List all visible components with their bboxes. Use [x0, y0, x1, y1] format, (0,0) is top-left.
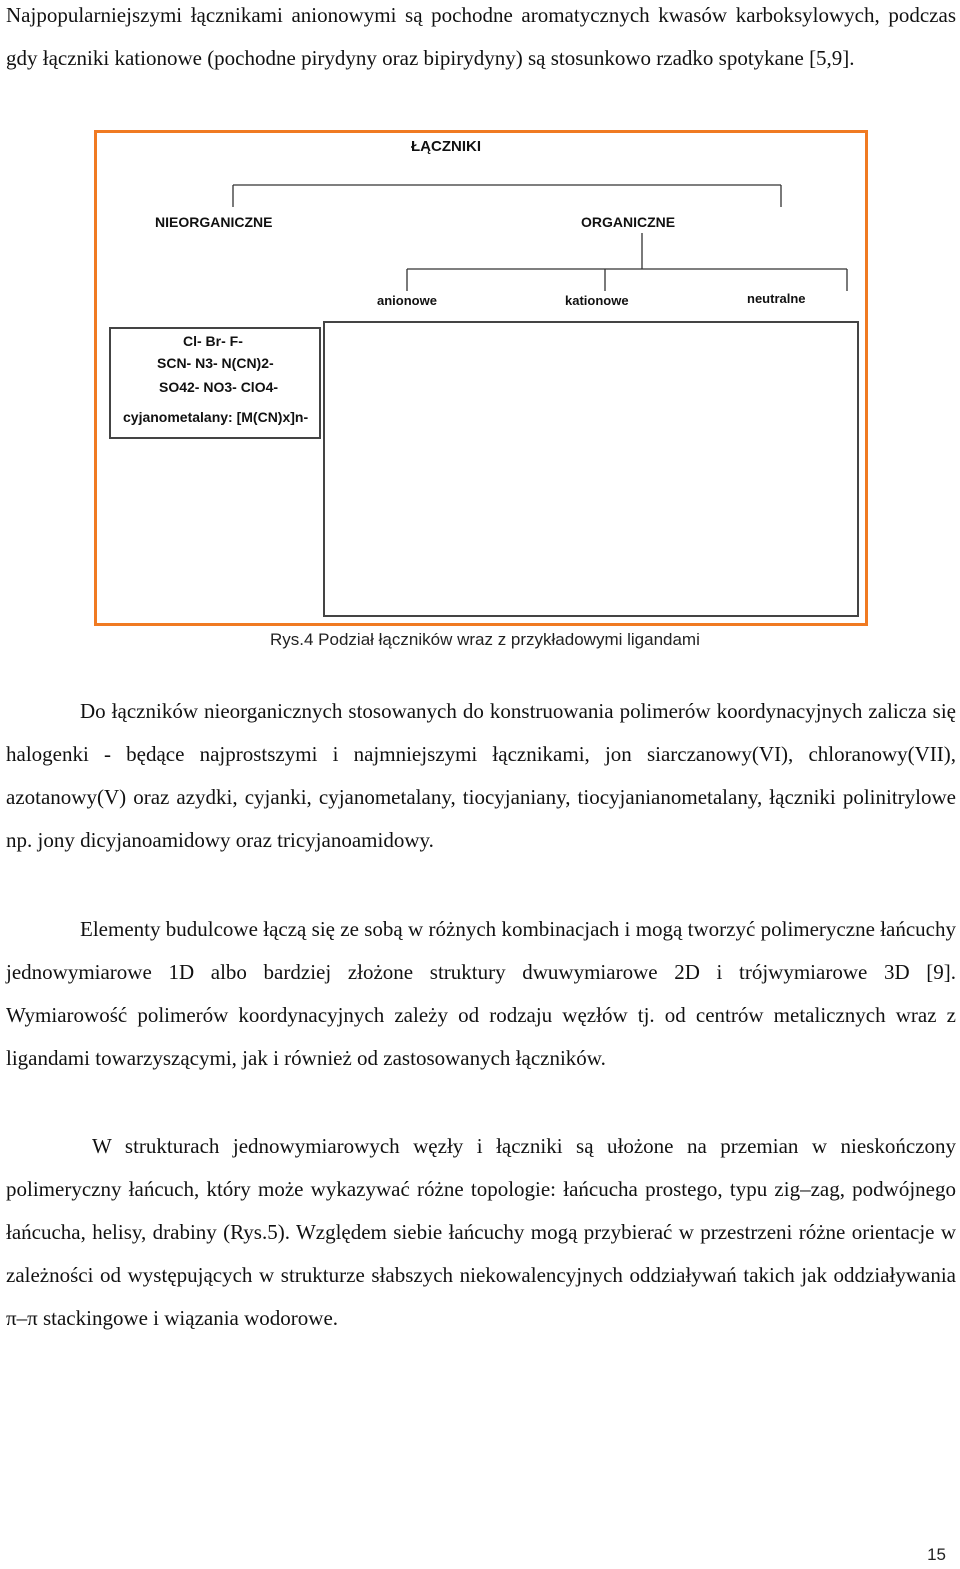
intro-paragraph: Najpopularniejszymi łącznikami anionowymi są pochodne aromatycznych kwasów karboksylowych, podczas gdy łączniki kationowe (pochodne pirydyny oraz bipirydyny) są stosunkowo rzadko spotykane [5,9].	[6, 3, 956, 70]
organic-type-neutral: neutralne	[747, 291, 806, 306]
organic-examples-box	[323, 321, 859, 617]
figure-linkers-classification	[94, 130, 868, 626]
tree-connectors	[233, 185, 847, 291]
page-number: 15	[927, 1545, 946, 1564]
branch-organic-label: ORGANICZNE	[581, 214, 676, 230]
figure-caption: Rys.4 Podział łączników wraz z przykładowymi ligandami	[270, 630, 700, 649]
inorganic-example-pseudohalides: SCN- N3- N(CN)2-	[157, 355, 274, 371]
root-label: ŁĄCZNIKI	[411, 138, 481, 155]
organic-type-anionic: anionowe	[377, 293, 437, 308]
inorganic-example-oxoanions: SO42- NO3- ClO4-	[159, 379, 279, 395]
inorganic-examples-box	[109, 327, 321, 439]
inorganic-example-cyanometallates: cyjanometalany: [M(CN)x]n-	[123, 409, 309, 425]
paragraph-inorganic-linkers: Do łączników nieorganicznych stosowanych do konstruowania polimerów koordynacyjnych zalicza się halogenki - będące najprostszymi i najmniejszymi łącznikami, jon siarczanowy(VI), chloranowy(VII), azotanowy(V) oraz azydki, cyjanki, cyjanometalany, tiocyjaniany, tiocyjanianometalany, łączniki polinitrylowe np. jony dicyjanoamidowy oraz tricyjanoamidowy.	[6, 699, 956, 852]
paragraph-building-blocks: Elementy budulcowe łączą się ze sobą w różnych kombinacjach i mogą tworzyć polimeryczne łańcuchy jednowymiarowe 1D albo bardziej złożone struktury dwuwymiarowe 2D i trójwymiarowe 3D [9]. Wymiarowość polimerów koordynacyjnych zależy od rodzaju węzłów tj. od centrów metalicznych wraz z ligandami towarzyszącymi, jak i również od zastosowanych łączników.	[6, 917, 956, 1070]
inorganic-example-halides: Cl- Br- F-	[183, 333, 243, 349]
paragraph-one-dimensional: W strukturach jednowymiarowych węzły i łączniki są ułożone na przemian w nieskończony polimeryczny łańcuch, który może wykazywać różne topologie: łańcucha prostego, typu zig–zag, podwójnego łańcucha, helisy, drabiny (Rys.5). Względem siebie łańcuchy mogą przybierać w przestrzeni różne orientacje w zależności od występujących w strukturze słabszych niekowalencyjnych oddziaływań takich jak oddziaływania π–π stackingowe i wiązania wodorowe.	[6, 1134, 956, 1330]
branch-inorganic-label: NIEORGANICZNE	[155, 214, 273, 230]
organic-type-cationic: kationowe	[565, 293, 629, 308]
